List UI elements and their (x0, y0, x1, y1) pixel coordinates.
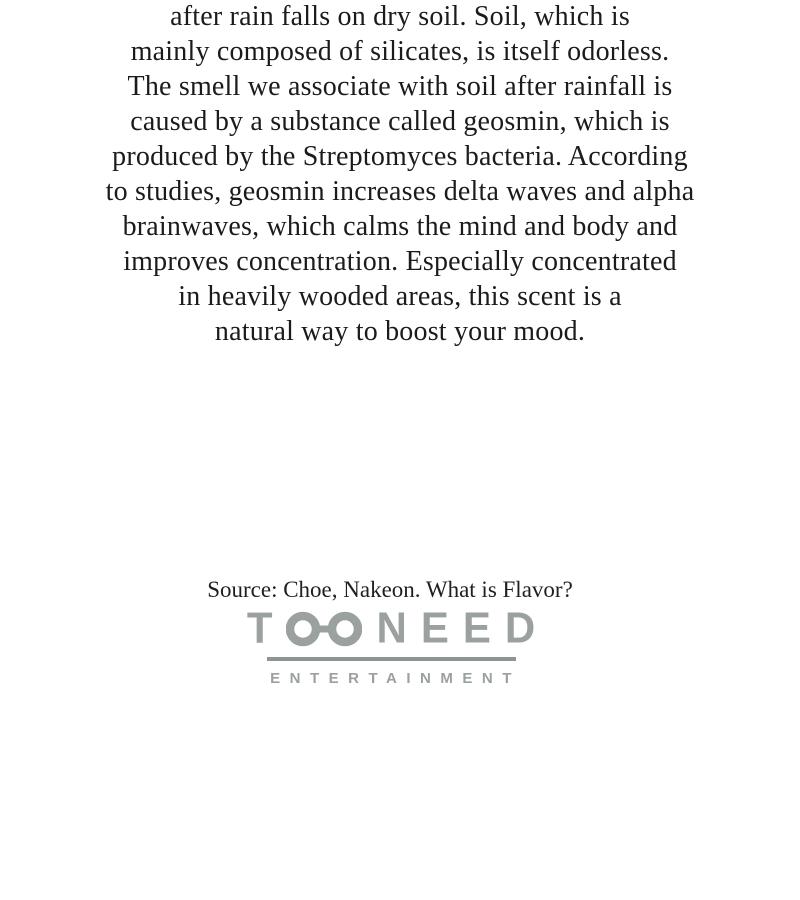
text-line: produced by the Streptomyces bacteria. According (112, 141, 688, 172)
text-line: improves concentration. Especially concentrated (123, 246, 677, 277)
tooneed-logo (0, 603, 791, 687)
text-line: to studies, geosmin increases delta waves and alpha (105, 176, 695, 207)
logo-letter-t: T (246, 603, 273, 652)
article-text (0, 0, 800, 349)
logo-letter-e2: E (462, 603, 491, 652)
text-line: in heavily wooded areas, this scent is a (178, 281, 622, 312)
logo-subtitle: ENTERTAINMENT (270, 670, 521, 687)
logo-divider (267, 657, 516, 661)
source-citation: Source: Choe, Nakeon. What is Flavor? (207, 577, 573, 602)
text-line: brainwaves, which calms the mind and body and (122, 211, 678, 242)
tooneed-wordmark (246, 603, 536, 652)
text-line: after rain falls on dry soil. Soil, which is (170, 1, 630, 32)
logo-letter-e1: E (420, 603, 449, 652)
logo-letter-d: D (504, 603, 536, 652)
text-line: The smell we associate with soil after rainfall is (127, 71, 673, 102)
text-line: mainly composed of silicates, is itself odorless. (130, 36, 670, 67)
logo-letter-n: N (376, 603, 407, 652)
text-line: caused by a substance called geosmin, which is (130, 106, 670, 137)
oo-glasses-icon (286, 607, 362, 649)
text-line: natural way to boost your mood. (214, 316, 586, 347)
